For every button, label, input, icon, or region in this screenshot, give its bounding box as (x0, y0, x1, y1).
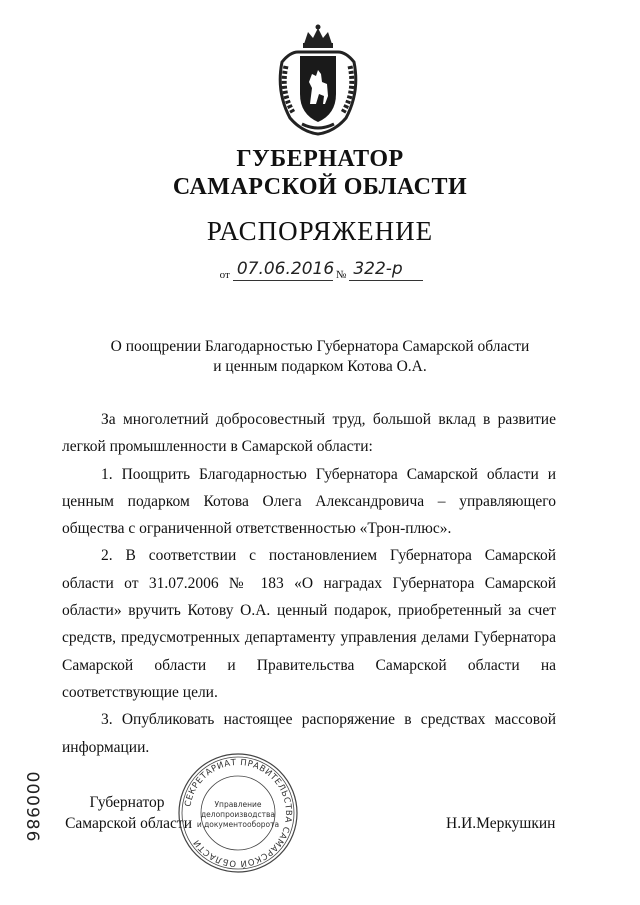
handwritten-number: 322-р (349, 258, 423, 281)
governor-title-line2: САМАРСКОЙ ОБЛАСТИ (172, 174, 468, 200)
intro-paragraph: За многолетний добросовестный труд, большой вклад в развитие легкой промышленности в Самарской области: (62, 411, 556, 456)
handwritten-date: 07.06.2016 (233, 258, 333, 281)
stamp-center-line2: делопроизводства (200, 810, 276, 819)
date-from-label: от (219, 269, 230, 281)
stamp-center-line3: и документооборота (196, 820, 280, 829)
document-body (62, 406, 556, 761)
registration-number-text: 000986 (22, 771, 42, 843)
subject-line2: и ценным подарком Котова О.А. (213, 358, 427, 375)
position-line2: Самарской области (65, 815, 192, 832)
stamp-center-line1: Управление (214, 800, 262, 809)
item-2-paragraph: 2. В соответствии с постановлением Губернатора Самарской области от 31.07.2006 № 183 «О наградах Губернатора Самарской области» вручить Котову О.А. ценный подарок, приобретенный за счет средств, предусмотренных департаменту управления делами Губернатора Самарской области и Правительства Самарской области на соответствующие цели. (62, 547, 556, 701)
coat-of-arms-emblem (272, 22, 364, 137)
date-number-line (0, 258, 640, 284)
signatory-position (62, 792, 192, 834)
position-line1: Губернатор (89, 794, 165, 811)
document-type-heading: РАСПОРЯЖЕНИЕ (206, 216, 434, 246)
official-stamp (176, 751, 300, 875)
stamp-ring-text: СЕКРЕТАРИАТ ПРАВИТЕЛЬСТВА САМАРСКОЙ ОБЛАСТИ (183, 757, 294, 869)
number-label: № (335, 269, 347, 281)
item-3-paragraph: 3. Опубликовать настоящее распоряжение в средствах массовой информации. (62, 711, 556, 756)
signatory-name: Н.И.Меркушкин (446, 815, 556, 832)
governor-title-line1: ГУБЕРНАТОР (236, 146, 404, 172)
registration-number (2, 772, 58, 842)
item-1-paragraph: 1. Поощрить Благодарностью Губернатора Самарской области и ценным подарком Котова Олега Александровича – управляющего общества с ограниченной ответственностью «Трон-плюс». (62, 465, 556, 538)
subject-line1: О поощрении Благодарностью Губернатора Самарской области (110, 338, 530, 355)
